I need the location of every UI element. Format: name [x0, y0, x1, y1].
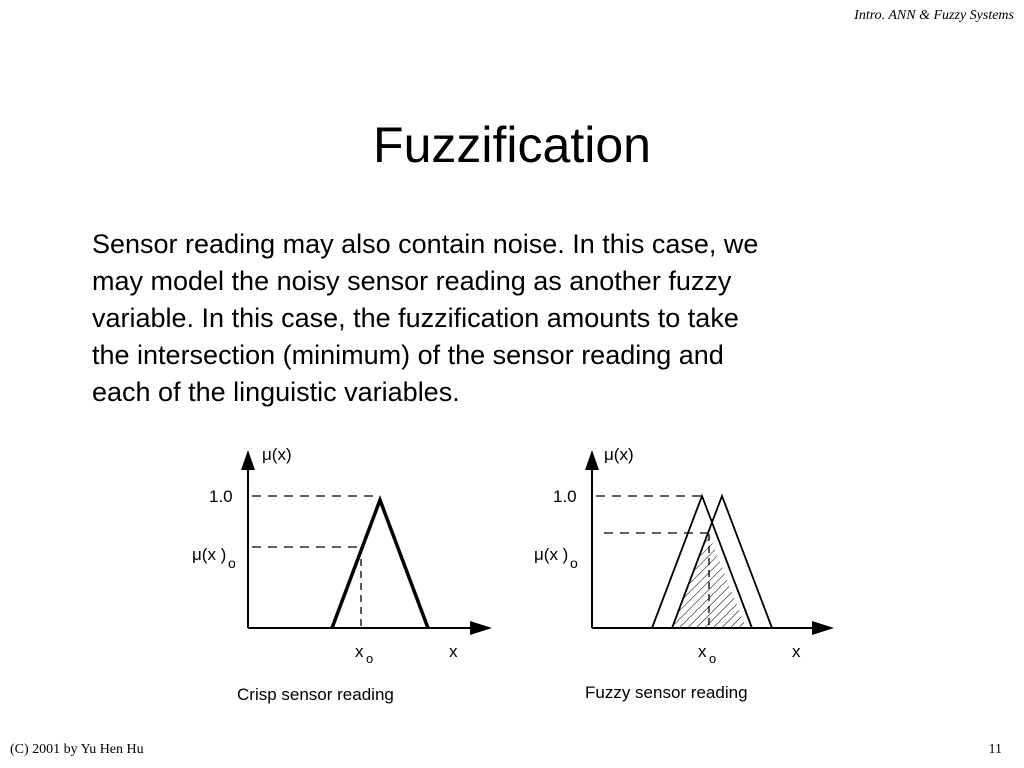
header-course-title: Intro. ANN & Fuzzy Systems	[854, 8, 1014, 23]
fuzzification-diagrams	[0, 430, 1024, 720]
crisp-membership-triangle	[332, 500, 428, 628]
crisp-x-axis-label: x	[449, 642, 458, 661]
fuzzy-y-axis-arrow-icon	[585, 450, 599, 470]
fuzzy-xo-label: x	[698, 642, 707, 661]
crisp-y-axis-label: μ(x)	[262, 445, 292, 464]
crisp-caption: Crisp sensor reading	[237, 685, 394, 704]
crisp-mu-label-subscript: o	[228, 555, 236, 571]
fuzzy-mu-label-subscript: o	[570, 555, 578, 571]
fuzzy-xo-label-subscript: o	[709, 651, 717, 666]
crisp-x-axis-arrow-icon	[470, 621, 492, 635]
crisp-diagram	[192, 445, 492, 704]
fuzzy-one-label: 1.0	[553, 487, 577, 506]
fuzzy-mu-label: μ(x )	[534, 545, 569, 564]
crisp-xo-label-subscript: o	[366, 651, 374, 666]
fuzzy-x-axis-arrow-icon	[812, 621, 834, 635]
footer-copyright: (C) 2001 by Yu Hen Hu	[10, 742, 144, 757]
slide-title: Fuzzification	[373, 117, 651, 173]
fuzzy-x-axis-label: x	[792, 642, 801, 661]
page-number: 11	[988, 742, 1002, 757]
body-line: each of the linguistic variables.	[92, 377, 460, 407]
crisp-xo-label: x	[355, 642, 364, 661]
body-line: the intersection (minimum) of the sensor reading and	[92, 340, 724, 370]
slide-body	[92, 226, 972, 411]
body-line: Sensor reading may also contain noise. In this case, we	[92, 229, 759, 259]
crisp-one-label: 1.0	[209, 487, 233, 506]
crisp-y-axis-arrow-icon	[241, 450, 255, 470]
fuzzy-diagram	[534, 445, 834, 702]
fuzzy-caption: Fuzzy sensor reading	[585, 683, 748, 702]
body-line: may model the noisy sensor reading as another fuzzy	[92, 266, 732, 296]
body-line: variable. In this case, the fuzzification amounts to take	[92, 303, 739, 333]
fuzzy-y-axis-label: μ(x)	[604, 445, 634, 464]
crisp-mu-label: μ(x )	[192, 545, 227, 564]
